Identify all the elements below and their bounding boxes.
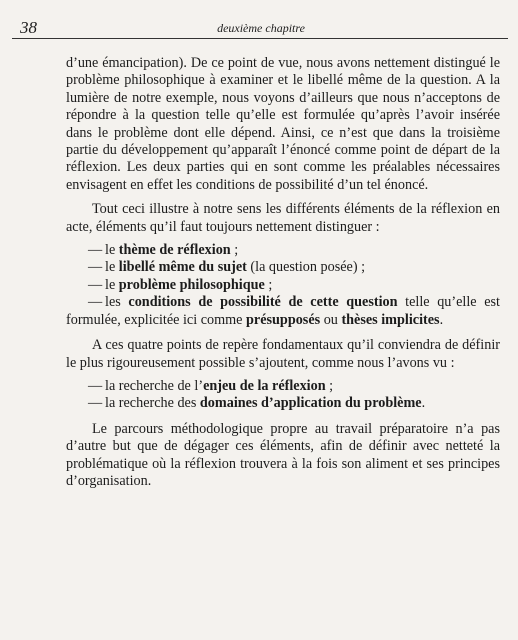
list-item: — la recherche des domaines d’application du problème. [88, 395, 426, 412]
list-item: — le thème de réflexion ; [88, 242, 239, 259]
paragraph-3: A ces quatre points de repère fondamentaux qu’il conviendra de définir le plus rigoureusement possible s’ajoutent, comme nous l’avons vu : [66, 337, 500, 371]
paragraph-2: Tout ceci illustre à notre sens les différents éléments de la réflexion en acte, éléments qu’il faut toujours nettement distinguer : [66, 201, 500, 235]
page-body [66, 55, 500, 490]
bold-term: enjeu de la réflexion [203, 377, 326, 394]
bold-term: domaines d’application du problème [199, 395, 422, 412]
dash-marker: — [88, 242, 103, 259]
list-item: — le problème philosophique ; [88, 276, 273, 293]
paragraph-1: d’une émancipation). De ce point de vue, nous avons nettement distingué le problème philosophique à examiner et le libellé même de la question. A la lumière de notre exemple, nous voyons d’ailleurs que nous n’acceptons de répondre à la question telle qu’elle est formulée qu’après l’avoir insérée dans le problème dont elle dépend. Ainsi, ce n’est que dans la troisième partie du développement qu’apparaît l’énoncé comme point de départ de la réflexion. Les deux parties qui en sont comme les préalables nécessaires envisagent en effet les conditions de possibilité d’un tel énoncé. [66, 55, 500, 193]
dash-marker: — [88, 259, 103, 276]
bold-term: thème de réflexion [118, 242, 231, 259]
bold-term: problème philosophique [118, 276, 265, 293]
elements-list [66, 242, 500, 329]
dash-marker: — [88, 377, 103, 394]
header-rule [12, 38, 508, 39]
bold-term: présupposés [246, 311, 321, 328]
dash-marker: — [88, 294, 103, 311]
chapter-title: deuxième chapitre [217, 21, 305, 35]
page-header [14, 10, 508, 36]
bold-term: libellé même du sujet [118, 259, 247, 276]
list-item: — le libellé même du sujet (la question posée) ; [88, 259, 366, 276]
page-number: 38 [20, 18, 37, 37]
additional-elements-list [66, 378, 500, 413]
bold-term: thèses implicites [341, 311, 440, 328]
dash-marker: — [88, 395, 103, 412]
list-item: — la recherche de l’enjeu de la réflexion ; [88, 377, 334, 394]
paragraph-4: Le parcours méthodologique propre au travail préparatoire n’a pas d’autre but que de dégager ces éléments, afin de définir avec netteté la problématique où la réflexion trouvera à la fois son aliment et ses principes d’organisation. [66, 420, 500, 489]
list-item: — les conditions de possibilité de cette question telle qu’elle est formulée, explicitée ici comme présupposés ou thèses implicites. [66, 294, 500, 328]
dash-marker: — [88, 276, 103, 293]
bold-term: conditions de possibilité de cette question [128, 294, 398, 311]
